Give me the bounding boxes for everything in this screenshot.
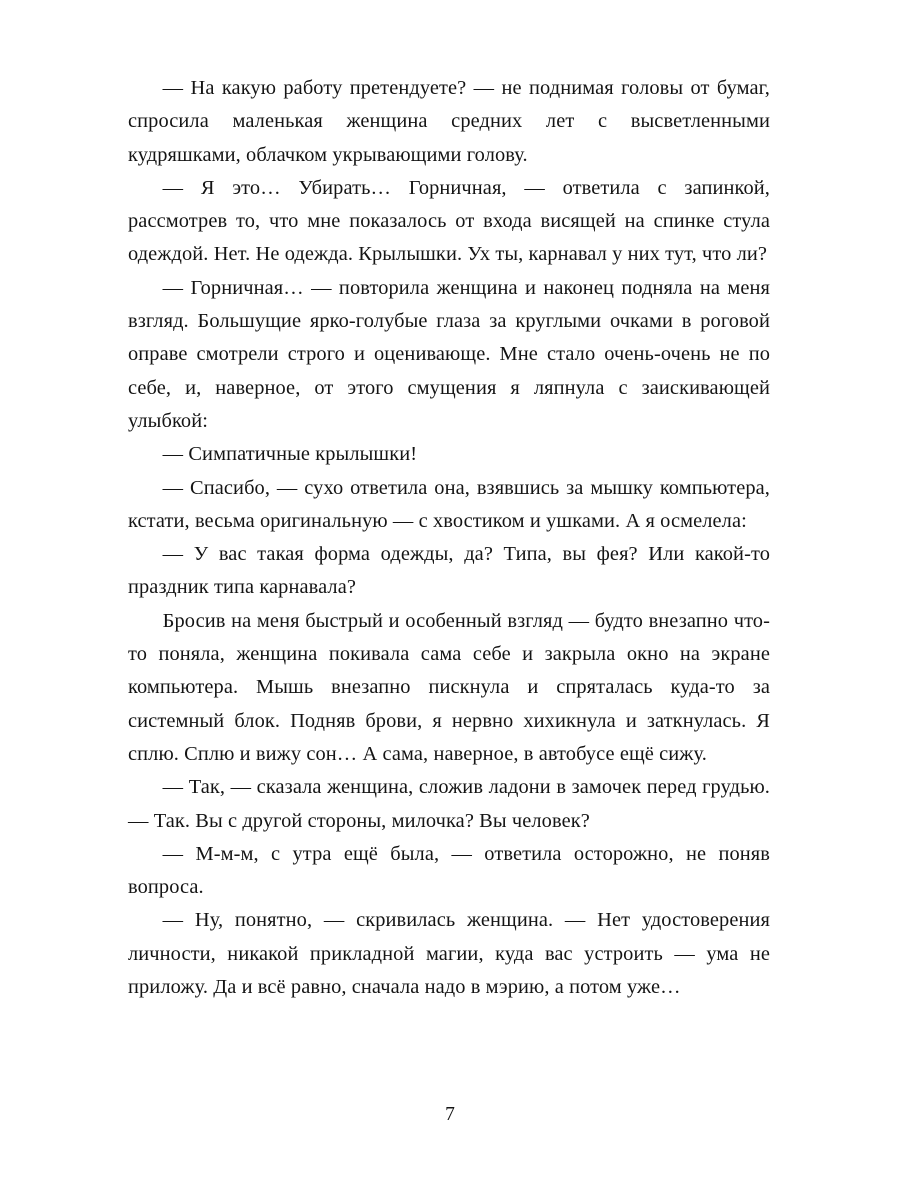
page-number: 7 (445, 1104, 455, 1125)
paragraph: — М-м-м, с утра ещё была, — ответила осторожно, не поняв вопроса. (128, 842, 770, 899)
paragraph: — Спасибо, — сухо ответила она, взявшись за мышку компьютера, кстати, весьма оригинальную — с хвостиком и ушками. А я осмелела: (128, 476, 770, 532)
paragraph: — Ну, понятно, — скривилась женщина. — Нет удостоверения личности, никакой прикладной магии, куда вас устроить — ума не приложу. Да и всё равно, сначала надо в мэрию, а потом уже… (128, 909, 770, 999)
paragraph: — На какую работу претендуете? — не поднимая головы от бумаг, спросила маленькая женщина средних лет с высветленными кудряшками, облачком укрывающими голову. (128, 77, 770, 166)
page-body-text (128, 72, 770, 1004)
paragraph: — Так, — сказала женщина, сложив ладони в замочек перед грудью. — Так. Вы с другой стороны, милочка? Вы человек? (128, 776, 770, 832)
paragraph: Бросив на меня быстрый и особенный взгляд — будто внезапно что-то поняла, женщина покивала сама себе и закрыла окно на экране компьютера. Мышь внезапно пискнула и спряталась куда-то за системный блок. Подняв брови, я нервно хихикнула и заткнулась. Я сплю. Сплю и вижу сон… А сама, наверное, в автобусе ещё сижу. (128, 609, 770, 765)
paragraph: — Симпатичные крылышки! (162, 443, 418, 466)
paragraph: — Я это… Убирать… Горничная, — ответила с запинкой, рассмотрев то, что мне показалось от входа висящей на спинке стула одеждой. Нет. Не одежда. Крылышки. Ух ты, карнавал у них тут, что ли? (128, 176, 770, 266)
paragraph: — Горничная… — повторила женщина и наконец подняла на меня взгляд. Большущие ярко-голубые глаза за круглыми очками в роговой оправе смотрели строго и оценивающе. Мне стало очень-очень не по себе, и, наверное, от этого смущения я ляпнула с заискивающей улыбкой: (128, 276, 770, 432)
paragraph: — У вас такая форма одежды, да? Типа, вы фея? Или какой-то праздник типа карнавала? (128, 543, 770, 599)
